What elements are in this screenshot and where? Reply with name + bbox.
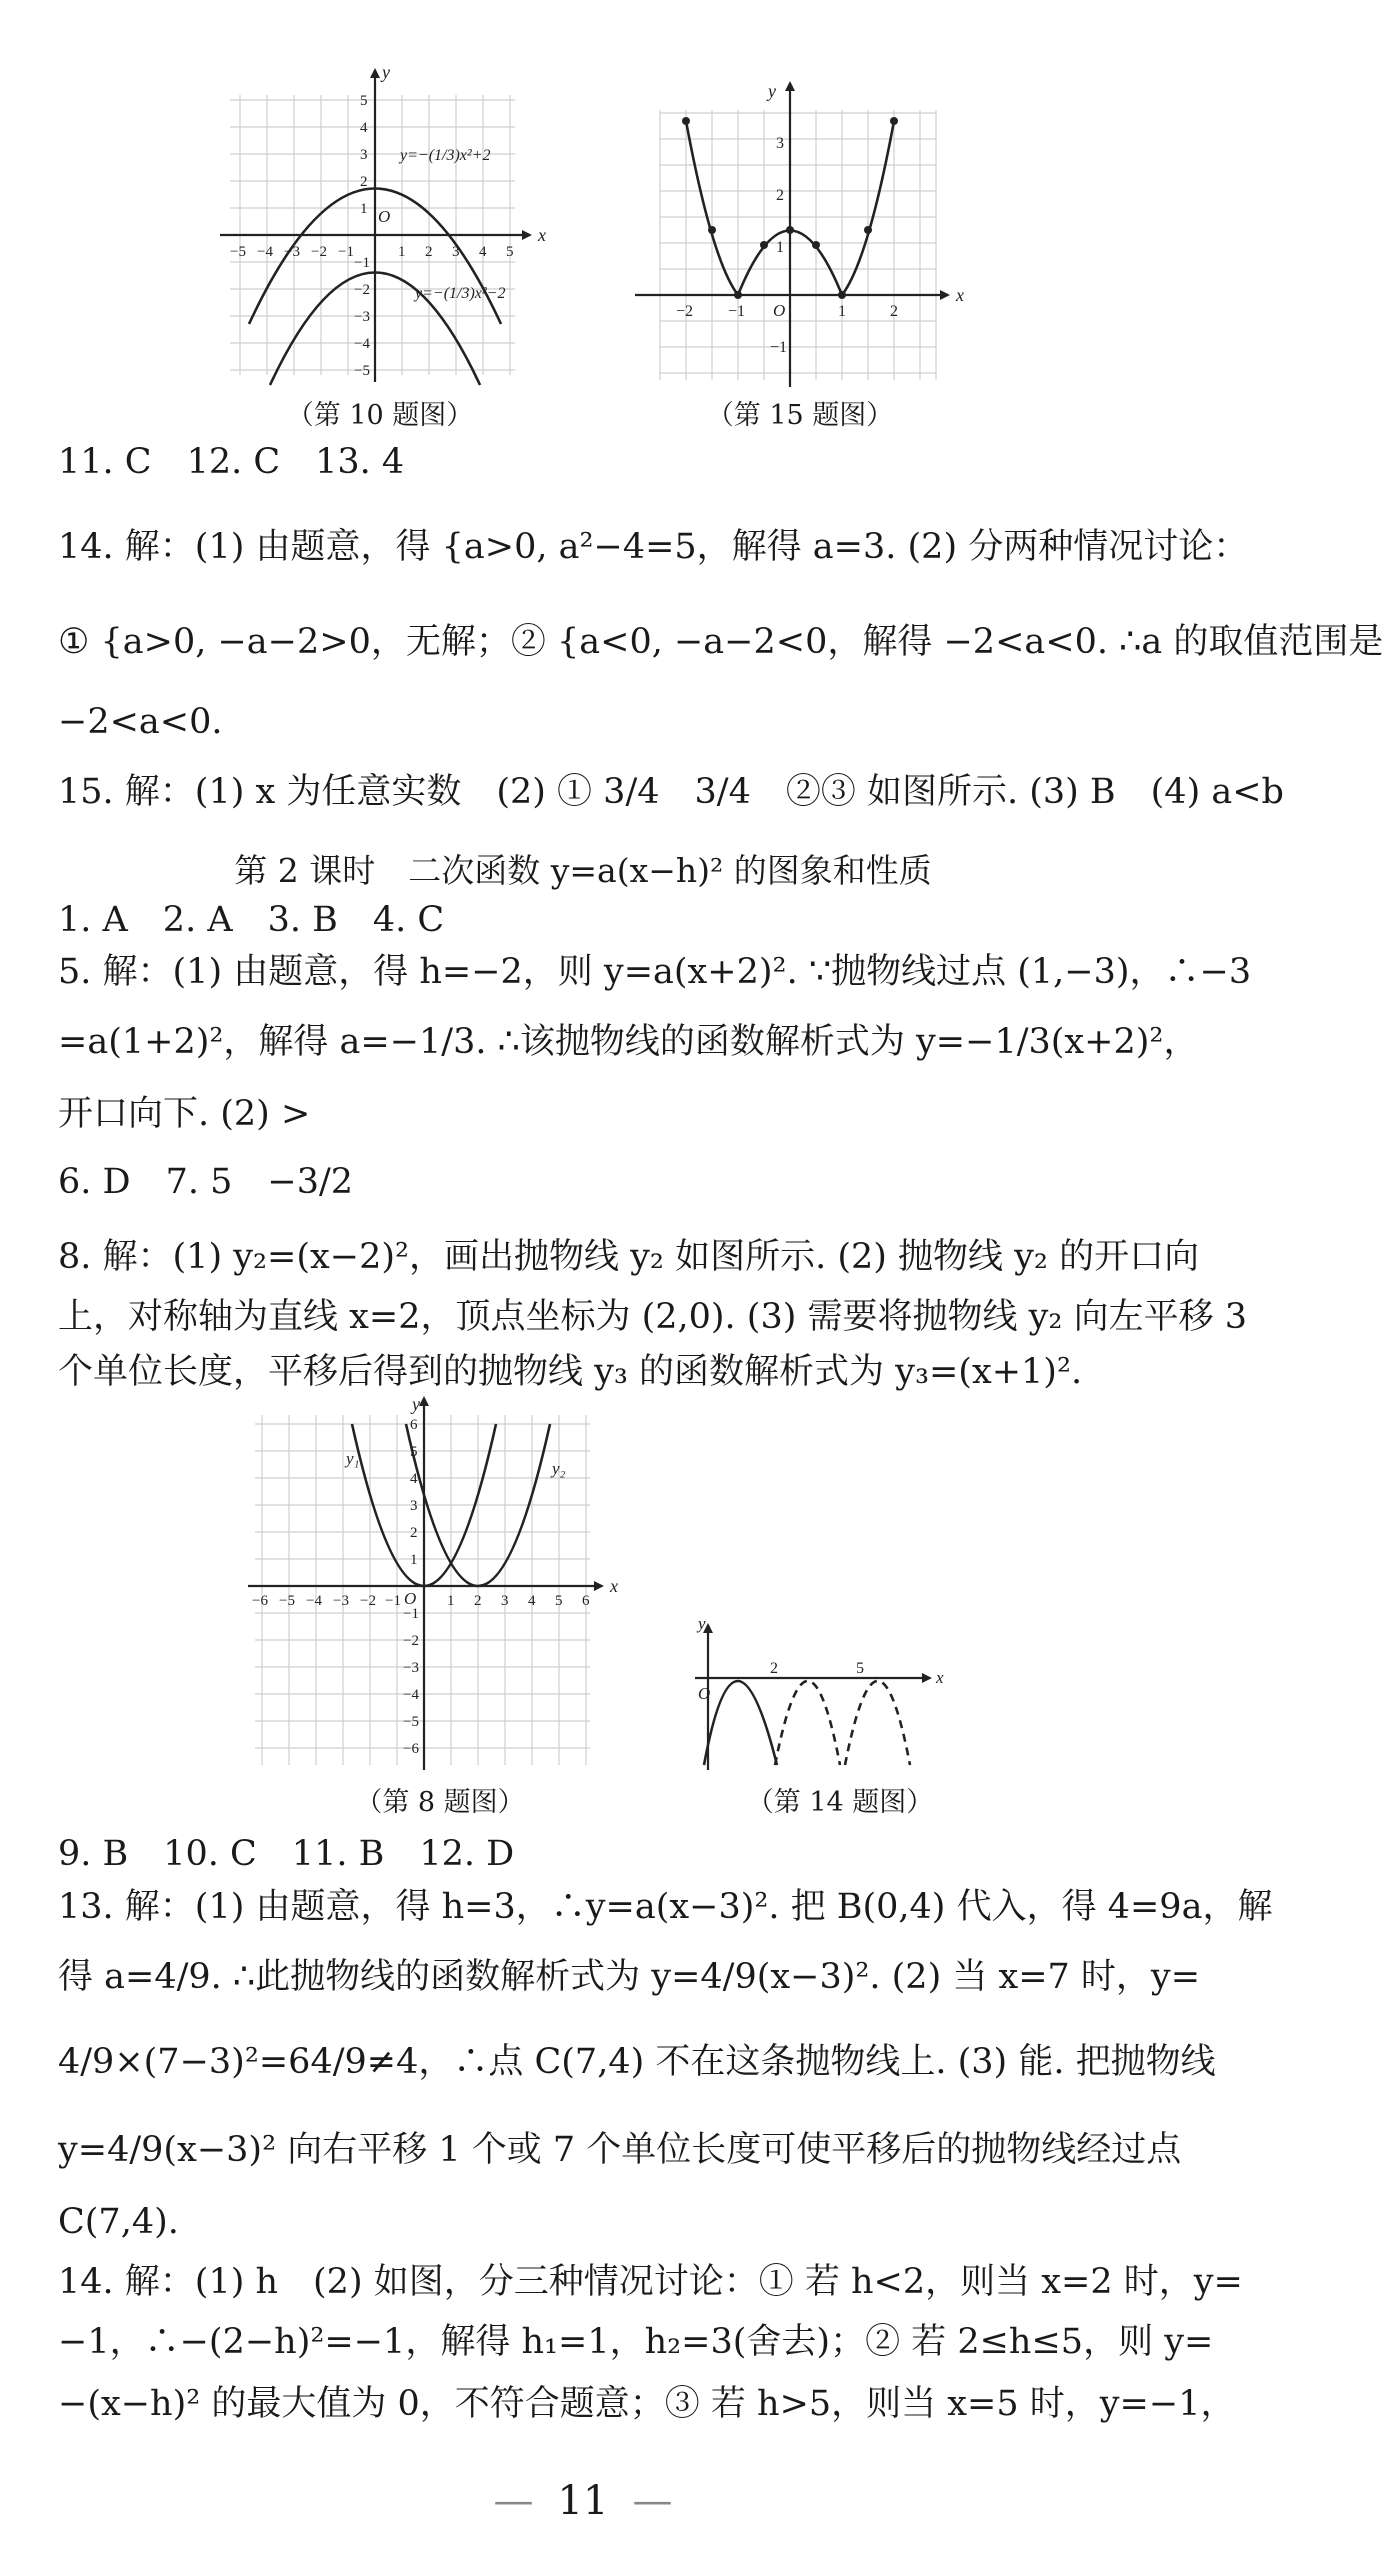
svg-text:2: 2 <box>410 1525 418 1541</box>
figure-15-x-ticks <box>676 303 898 320</box>
svg-text:5: 5 <box>410 1444 418 1460</box>
q13-line1: 13. 解：(1) 由题意，得 h=3，∴y=a(x−3)². 把 B(0,4) 代入，得 4=9a，解 <box>58 1887 1273 1927</box>
svg-text:3: 3 <box>501 1593 509 1609</box>
svg-text:−2: −2 <box>403 1633 419 1649</box>
label-upper-parabola: y=−(1/3)x²+2 <box>400 147 491 164</box>
svg-text:5: 5 <box>555 1593 563 1609</box>
svg-text:3: 3 <box>452 244 460 260</box>
svg-text:−3: −3 <box>354 309 370 325</box>
figure-10-caption: （第 10 题图） <box>286 400 474 431</box>
y-axis-label: y <box>768 81 776 101</box>
y-axis-label: y <box>382 62 390 82</box>
q8-line2: 上，对称轴为直线 x=2，顶点坐标为 (2,0). (3) 需要将抛物线 y₂ 向左平移 3 <box>58 1297 1247 1337</box>
x-axis-label: x <box>610 1576 618 1596</box>
svg-text:2: 2 <box>360 174 368 190</box>
q8-line3: 个单位长度，平移后得到的抛物线 y₃ 的函数解析式为 y₃=(x+1)². <box>58 1352 1083 1392</box>
answers-9-12: 9. B 10. C 11. B 12. D <box>58 1834 515 1874</box>
svg-text:6: 6 <box>410 1417 418 1433</box>
svg-text:1: 1 <box>360 201 368 217</box>
q13-line4: y=4/9(x−3)² 向右平移 1 个或 7 个单位长度可使平移后的抛物线经过点 <box>58 2130 1182 2170</box>
svg-text:1: 1 <box>838 303 846 320</box>
label-y1: y₁ <box>346 1449 360 1468</box>
q14-line3: −2<a<0. <box>58 702 223 742</box>
q5-line1: 5. 解：(1) 由题意，得 h=−2，则 y=a(x+2)². ∵抛物线过点 (1,−3)，∴−3 <box>58 952 1252 992</box>
figure-14-graph <box>690 1615 960 1775</box>
figure-8-caption: （第 8 题图） <box>355 1787 525 1818</box>
svg-text:−1: −1 <box>770 339 788 356</box>
svg-text:−1: −1 <box>354 255 370 271</box>
q8-line1: 8. 解：(1) y₂=(x−2)²，画出抛物线 y₂ 如图所示. (2) 抛物线 y₂ 的开口向 <box>58 1237 1200 1277</box>
svg-text:−4: −4 <box>354 336 370 352</box>
q14b-line3: −(x−h)² 的最大值为 0，不符合题意；③ 若 h>5，则当 x=5 时，y=−1， <box>58 2384 1236 2424</box>
answers-1-4: 1. A 2. A 3. B 4. C <box>58 900 445 940</box>
dashed-parabola-2 <box>845 1681 910 1765</box>
svg-text:−3: −3 <box>284 244 300 260</box>
figure-10-x-ticks <box>230 244 514 260</box>
svg-text:5: 5 <box>506 244 514 260</box>
svg-text:−5: −5 <box>354 363 370 379</box>
origin-label: O <box>773 301 786 320</box>
x-tick-2: 2 <box>770 1660 778 1677</box>
svg-text:−5: −5 <box>230 244 246 260</box>
label-y2: y₂ <box>552 1459 566 1478</box>
origin-label: O <box>404 1589 417 1608</box>
figure-15-y-ticks <box>770 135 787 356</box>
svg-text:3: 3 <box>410 1498 418 1514</box>
svg-text:−2: −2 <box>360 1593 376 1609</box>
svg-text:−1: −1 <box>385 1593 401 1609</box>
section-title: 第 2 课时 二次函数 y=a(x−h)² 的图象和性质 <box>234 851 932 890</box>
svg-text:1: 1 <box>410 1552 418 1568</box>
dashed-parabola-1 <box>775 1681 840 1765</box>
answers-11-13: 11. C 12. C 13. 4 <box>58 442 405 482</box>
svg-text:2: 2 <box>425 244 433 260</box>
figure-15-caption: （第 15 题图） <box>706 400 894 431</box>
svg-text:−6: −6 <box>252 1593 268 1609</box>
svg-text:4: 4 <box>479 244 487 260</box>
y-axis-label: y <box>698 1614 706 1633</box>
svg-text:−1: −1 <box>728 303 746 320</box>
x-axis-label: x <box>956 285 964 305</box>
q5-line3: 开口向下. (2) > <box>58 1094 311 1134</box>
q14-line1: 14. 解：(1) 由题意，得 {a>0, a²−4=5，解得 a=3. (2) 分两种情况讨论： <box>58 527 1249 567</box>
figure-8-x-ticks <box>252 1593 590 1609</box>
q14b-line2: −1，∴−(2−h)²=−1，解得 h₁=1，h₂=3(舍去)；② 若 2≤h≤5，则 y= <box>58 2322 1214 2362</box>
svg-text:−4: −4 <box>306 1593 322 1609</box>
svg-text:4: 4 <box>410 1471 418 1487</box>
answers-6-7: 6. D 7. 5 −3/2 <box>58 1162 354 1202</box>
svg-text:1: 1 <box>776 239 784 256</box>
q13-line2: 得 a=4/9. ∴此抛物线的函数解析式为 y=4/9(x−3)². (2) 当 x=7 时，y= <box>58 1957 1201 1997</box>
svg-text:−1: −1 <box>338 244 354 260</box>
figure-15-graph <box>630 75 970 390</box>
svg-text:−2: −2 <box>676 303 694 320</box>
q13-line5: C(7,4). <box>58 2202 179 2242</box>
figure-10-graph <box>210 60 560 390</box>
svg-text:3: 3 <box>776 135 784 152</box>
figure-8-graph <box>240 1390 630 1780</box>
svg-text:−4: −4 <box>257 244 273 260</box>
x-tick-5: 5 <box>856 1660 864 1677</box>
origin-label: O <box>378 207 391 226</box>
q5-line2: =a(1+2)²，解得 a=−1/3. ∴该抛物线的函数解析式为 y=−1/3(x+2)²， <box>58 1022 1199 1062</box>
q15-answer: 15. 解：(1) x 为任意实数 (2) ① 3/4 3/4 ②③ 如图所示. (3) B (4) a<b <box>58 772 1284 812</box>
figure-15-grid <box>660 110 936 380</box>
svg-text:2: 2 <box>890 303 898 320</box>
svg-text:1: 1 <box>398 244 406 260</box>
svg-text:−4: −4 <box>403 1687 419 1703</box>
svg-text:2: 2 <box>474 1593 482 1609</box>
svg-text:−6: −6 <box>403 1741 419 1757</box>
label-lower-parabola: y=−(1/3)x²−2 <box>415 285 506 302</box>
page-number-footer: — 11 — <box>493 2478 673 2524</box>
y-axis-label: y <box>412 1394 420 1414</box>
q14b-line1: 14. 解：(1) h (2) 如图，分三种情况讨论：① 若 h<2，则当 x=2 时，y= <box>58 2262 1243 2302</box>
svg-text:−5: −5 <box>279 1593 295 1609</box>
svg-text:−5: −5 <box>403 1714 419 1730</box>
svg-text:1: 1 <box>447 1593 455 1609</box>
page-number: 11 <box>557 2478 609 2524</box>
x-axis-label: x <box>936 1668 944 1687</box>
solid-parabola <box>704 1681 777 1765</box>
q13-line3: 4/9×(7−3)²=64/9≠4，∴点 C(7,4) 不在这条抛物线上. (3) 能. 把抛物线 <box>58 2042 1216 2082</box>
svg-text:−2: −2 <box>311 244 327 260</box>
svg-text:5: 5 <box>360 93 368 109</box>
svg-text:2: 2 <box>776 187 784 204</box>
svg-text:−3: −3 <box>403 1660 419 1676</box>
svg-text:6: 6 <box>582 1593 590 1609</box>
q14-line2: ① {a>0, −a−2>0，无解；② {a<0, −a−2<0，解得 −2<a<0. ∴a 的取值范围是 <box>58 622 1383 662</box>
x-axis-label: x <box>538 225 546 245</box>
svg-text:3: 3 <box>360 147 368 163</box>
origin-label: O <box>698 1684 711 1703</box>
svg-text:−3: −3 <box>333 1593 349 1609</box>
figure-14-caption: （第 14 题图） <box>746 1787 934 1818</box>
svg-text:−2: −2 <box>354 282 370 298</box>
svg-text:−1: −1 <box>403 1606 419 1622</box>
svg-text:4: 4 <box>528 1593 536 1609</box>
svg-text:4: 4 <box>360 120 368 136</box>
